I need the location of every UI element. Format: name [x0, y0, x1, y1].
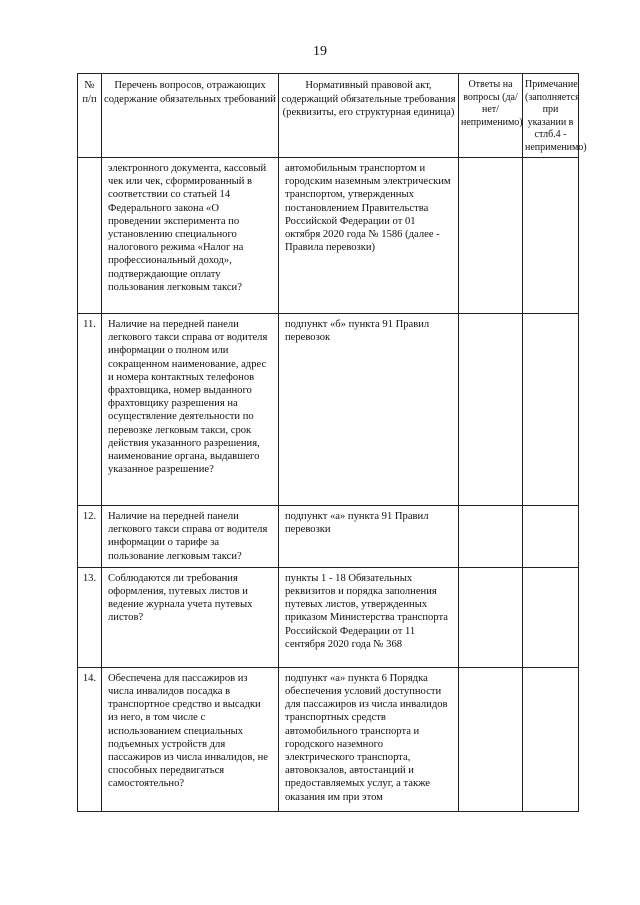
row-legal-act: подпункт «б» пункта 91 Правил перевозок	[279, 314, 459, 506]
row-note-cell[interactable]	[523, 567, 579, 667]
page-number: 19	[313, 44, 327, 59]
table-row	[78, 314, 579, 506]
row-legal-act: подпункт «а» пункта 91 Правил перевозки	[279, 506, 459, 568]
row-legal-act: автомобильным транспортом и городским наземным электрическим транспортом, утвержденных постановлением Правительства Российской Федерации от 01 октября 2020 года № 1586 (далее - Правила перевозки)	[279, 158, 459, 314]
row-answer-cell[interactable]	[459, 667, 523, 811]
row-question: электронного документа, кассовый чек или чек, сформированный в соответствии со статьей 14 Федерального закона «О проведении эксперимента по установлению специального налогового режима «Налог на профессиональный доход», подтверждающие оплату пользования легковым такси?	[102, 158, 279, 314]
row-note-cell[interactable]	[523, 506, 579, 568]
row-number: 12.	[78, 506, 102, 568]
row-answer-cell[interactable]	[459, 158, 523, 314]
row-question: Обеспечена для пассажиров из числа инвалидов посадка в транспортное средство и высадки из него, в том числе с использованием специальных подъемных устройств для пассажиров из числа инвалидов, не способных передвигаться самостоятельно?	[102, 667, 279, 811]
row-question: Наличие на передней панели легкового такси справа от водителя информации о полном или сокращенном наименование, адрес и номера контактных телефонов фрахтовщика, номер выданного фрахтовщику разрешения на осуществление деятельности по перевозке легковым такси, срок действия указанного разрешения, наименование органа, выдавшего указанное разрешение?	[102, 314, 279, 506]
row-question: Наличие на передней панели легкового такси справа от водителя информации о тарифе за пользование легковым такси?	[102, 506, 279, 568]
row-note-cell[interactable]	[523, 158, 579, 314]
row-answer-cell[interactable]	[459, 506, 523, 568]
header-note: Примечание (заполняется при указании в стлб.4 - неприменимо)	[523, 74, 579, 158]
requirements-table	[77, 73, 587, 812]
header-legal-act: Нормативный правовой акт, содержащий обязательные требования (реквизиты, его структурная единица)	[279, 74, 459, 158]
table-row	[78, 567, 579, 667]
row-answer-cell[interactable]	[459, 567, 523, 667]
table-header-row	[78, 74, 579, 158]
header-number: № п/п	[78, 74, 102, 158]
row-note-cell[interactable]	[523, 314, 579, 506]
table-row	[78, 158, 579, 314]
row-question: Соблюдаются ли требования оформления, путевых листов и ведение журнала учета путевых листов?	[102, 567, 279, 667]
row-note-cell[interactable]	[523, 667, 579, 811]
row-number	[78, 158, 102, 314]
table-row	[78, 506, 579, 568]
row-number: 13.	[78, 567, 102, 667]
header-answers: Ответы на вопросы (да/нет/ неприменимо)	[459, 74, 523, 158]
table-row	[78, 667, 579, 811]
row-legal-act: пункты 1 - 18 Обязательных реквизитов и порядка заполнения путевых листов, утвержденных приказом Министерства транспорта Российской Федерации от 11 сентября 2020 года № 368	[279, 567, 459, 667]
row-answer-cell[interactable]	[459, 314, 523, 506]
row-legal-act: подпункт «а» пункта 6 Порядка обеспечения условий доступности для пассажиров из числа инвалидов транспортных средств автомобильного транспорта и городского наземного электрического транспорта, автовокзалов, автостанций и предоставляемых услуг, а также оказания им при этом	[279, 667, 459, 811]
row-number: 14.	[78, 667, 102, 811]
row-number: 11.	[78, 314, 102, 506]
header-question-list: Перечень вопросов, отражающих содержание обязательных требований	[102, 74, 279, 158]
